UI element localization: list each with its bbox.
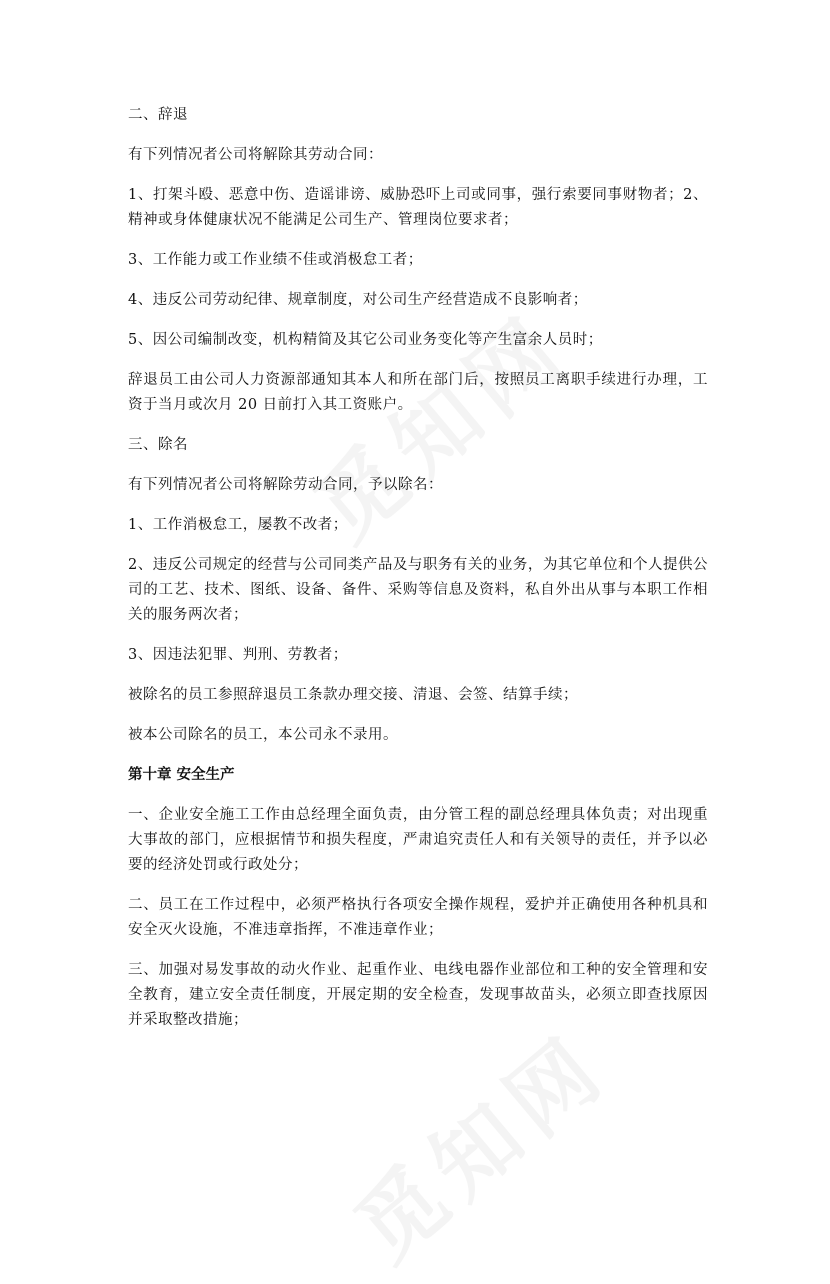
list-item: 3、工作能力或工作业绩不佳或消极怠工者；: [128, 252, 423, 268]
list-item: 1、打架斗殴、恶意中伤、造谣诽谤、威胁恐吓上司或同事，强行索要同事财物者；2、精神或身体健康状况不能满足公司生产、管理岗位要求者；: [128, 187, 708, 228]
safety-paragraph: 二、员工在工作过程中，必须严格执行各项安全操作规程，爱护并正确使用各种机具和安全灭火设施，不准违章指挥，不准违章作业；: [128, 897, 708, 938]
list-item: 5、因公司编制改变，机构精简及其它公司业务变化等产生富余人员时；: [128, 332, 603, 348]
list-item: 2、违反公司规定的经营与公司同类产品及与职务有关的业务，为其它单位和个人提供公司的工艺、技术、图纸、设备、备件、采购等信息及资料，私自外出从事与本职工作相关的服务两次者；: [128, 557, 708, 623]
chapter-heading: 第十章 安全生产: [128, 767, 235, 783]
safety-paragraph: 一、企业安全施工工作由总经理全面负责，由分管工程的副总经理具体负责；对出现重大事故的部门，应根据情节和损失程度，严肃追究责任人和有关领导的责任，并予以必要的经济处罚或行政处分；: [128, 807, 708, 873]
paragraph: 有下列情况者公司将解除其劳动合同：: [128, 147, 383, 163]
list-item: 4、违反公司劳动纪律、规章制度，对公司生产经营造成不良影响者；: [128, 292, 588, 308]
list-item: 3、因违法犯罪、判刑、劳教者；: [128, 647, 348, 663]
section-heading-removal: 三、除名: [128, 437, 188, 453]
list-item: 1、工作消极怠工，屡教不改者；: [128, 517, 348, 533]
paragraph: 有下列情况者公司将解除劳动合同，予以除名：: [128, 477, 443, 493]
paragraph: 辞退员工由公司人力资源部通知其本人和所在部门后，按照员工离职手续进行办理，工资于当月或次月 20 日前打入其工资账户。: [128, 372, 708, 413]
paragraph: 被除名的员工参照辞退员工条款办理交接、清退、会签、结算手续；: [128, 687, 578, 703]
safety-paragraph: 三、加强对易发事故的动火作业、起重作业、电线电器作业部位和工种的安全管理和安全教育，建立安全责任制度，开展定期的安全检查，发现事故苗头，必须立即查找原因并采取整改措施；: [128, 962, 708, 1028]
section-heading-dismissal: 二、辞退: [128, 107, 188, 123]
document-body: [128, 103, 708, 1048]
paragraph: 被本公司除名的员工，本公司永不录用。: [128, 727, 398, 743]
